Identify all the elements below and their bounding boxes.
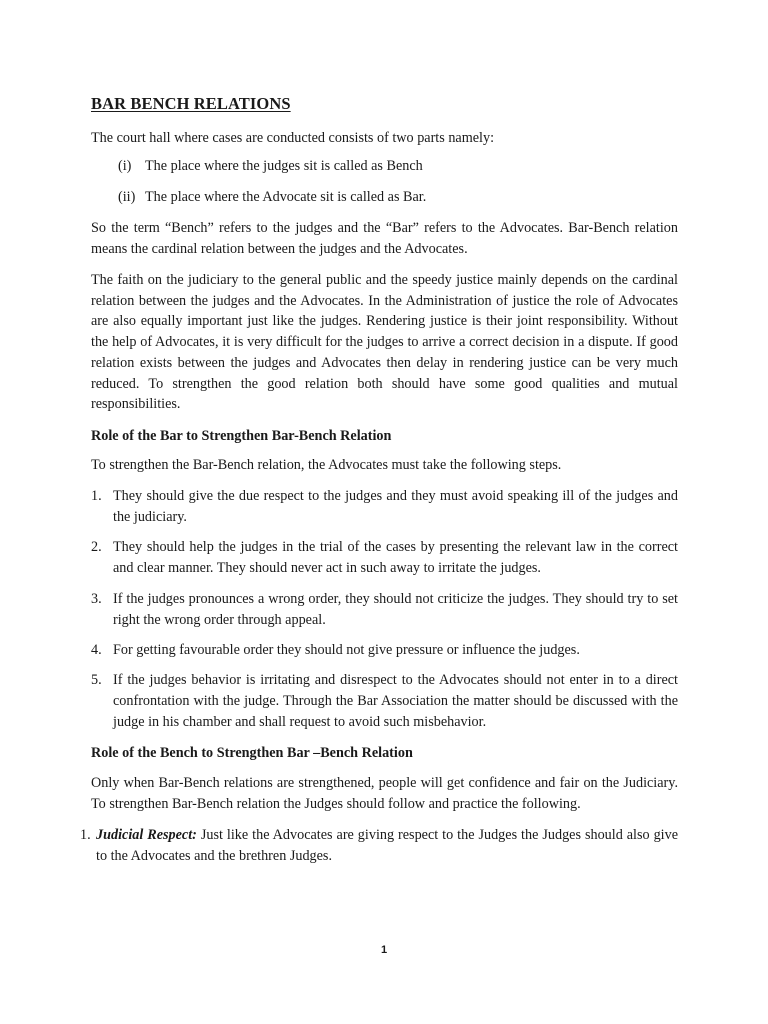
list-item-number: (i): [118, 158, 132, 174]
list-item: [118, 156, 423, 177]
list-item-number: 5.: [91, 672, 102, 688]
list-item: [91, 640, 678, 661]
section-heading-bench: Role of the Bench to Strengthen Bar –Bench Relation: [91, 745, 413, 761]
list-item-number: (ii): [118, 189, 136, 205]
list-item: [91, 537, 678, 579]
list-item-label: Judicial Respect:: [96, 827, 197, 843]
list-item-text: For getting favourable order they should not give pressure or influence the judges.: [113, 642, 580, 658]
list-item-number: 1.: [91, 488, 102, 504]
page-number: 1: [380, 944, 388, 956]
section-heading-bar: Role of the Bar to Strengthen Bar-Bench Relation: [91, 428, 392, 444]
list-item-number: 4.: [91, 642, 102, 658]
list-item-text: The place where the judges sit is called as Bench: [145, 158, 423, 174]
list-item-text: If the judges pronounces a wrong order, they should not criticize the judges. They should try to set right the wrong order through appeal.: [113, 591, 678, 628]
list-item: [91, 589, 678, 631]
list-item-text: Just like the Advocates are giving respect to the Judges the Judges should also give to the Advocates and the brethren Judges.: [96, 827, 679, 864]
list-item-number: 1.: [80, 827, 91, 843]
bench-intro-text: Only when Bar-Bench relations are strengthened, people will get confidence and fair on the Judiciary. To strengthen Bar-Bench relation the Judges should follow and practice the following.: [91, 775, 678, 812]
body-paragraph: The faith on the judiciary to the general public and the speedy justice mainly depends on the cardinal relation between the judges and the Advocates. In the Administration of justice the role of Advocates are also equally important just like the judges. Rendering justice is their joint responsibility. Without the help of Advocates, it is very difficult for the judges to arrive a correct decision in a dispute. If good relation exists between the judges and Advocates then delay in rendering justice can be very much reduced. To strengthen the good relation both should have some good qualities and mutual responsibilities.: [91, 272, 678, 413]
list-item-text: They should give the due respect to the judges and they must avoid speaking ill of the judges and the judiciary.: [113, 488, 678, 525]
list-item: [118, 187, 426, 208]
list-item: [91, 486, 678, 528]
list-item-text: If the judges behavior is irritating and disrespect to the Advocates should not enter in to a direct confrontation with the judge. Through the Bar Association the matter should be discussed with the judge in his chamber and shall request to avoid such misbehavior.: [113, 672, 678, 730]
intro-text: The court hall where cases are conducted consists of two parts namely:: [91, 130, 495, 146]
document-title: BAR BENCH RELATIONS: [91, 94, 291, 113]
definition-paragraph: So the term “Bench” refers to the judges and the “Bar” refers to the Advocates. Bar-Bench relation means the cardinal relation between the judges and the Advocates.: [91, 220, 678, 257]
list-item: [91, 670, 678, 733]
list-item-text: The place where the Advocate sit is called as Bar.: [145, 189, 427, 205]
list-item-number: 2.: [91, 539, 102, 555]
list-item: [80, 825, 678, 867]
list-item-text: They should help the judges in the trial of the cases by presenting the relevant law in the correct and clear manner. They should never act in such away to irritate the judges.: [113, 539, 678, 576]
bar-intro-text: To strengthen the Bar-Bench relation, the Advocates must take the following steps.: [91, 457, 562, 473]
list-item-number: 3.: [91, 591, 102, 607]
